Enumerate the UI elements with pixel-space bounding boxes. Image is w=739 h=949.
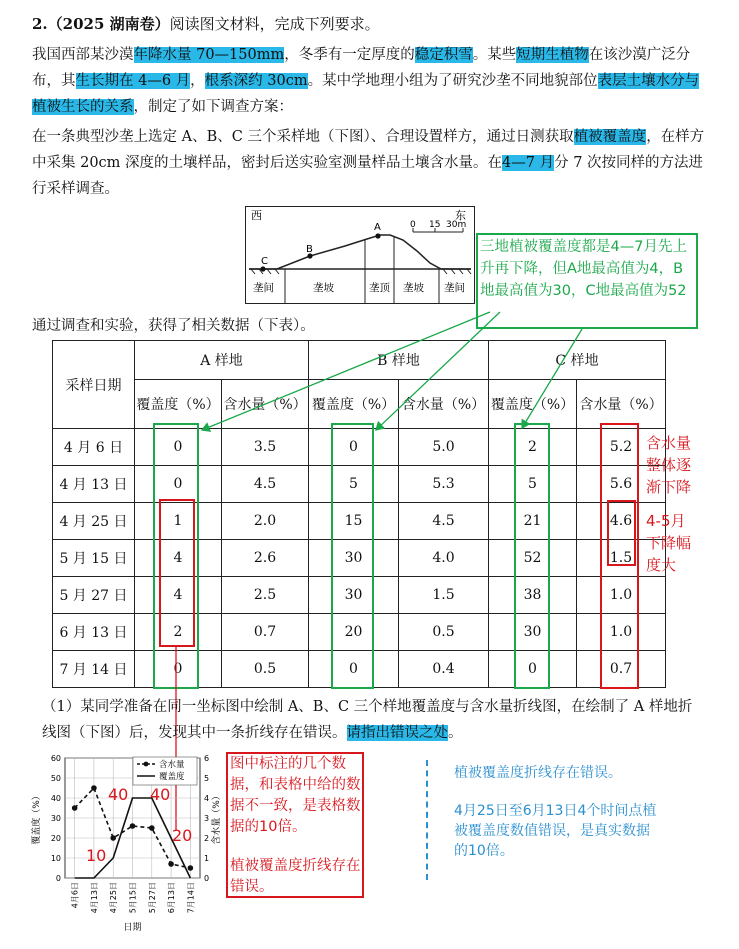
x-tick-label: 5月27日 — [147, 882, 157, 914]
red-note-water-trend: 含水量整体逐渐下降 — [646, 434, 692, 496]
material-paragraph-1: 我国西部某沙漠年降水量 70—150mm，冬季有一定厚度的稳定积雪。某些短期生植物在该沙漠广泛分布，其生长期在 4—6 月，根系深约 30cm。某中学地理小组为了研究沙垄不同地貌部位表层土壤水分与植被生长的关系，制定了如下调查方案： — [32, 47, 700, 115]
y-tick-right: 3 — [204, 814, 210, 823]
legend-label-coverage: 覆盖度 — [159, 772, 185, 782]
header-site-c: C 样地 — [489, 341, 666, 380]
y-tick-right: 6 — [204, 754, 210, 763]
table-row: 7 月 14 日 0 0.5 0 0.4 0 0.7 — [53, 651, 666, 688]
blue-answer-1: 植被覆盖度折线存在错误。 — [454, 765, 622, 781]
red-note-water-drop: 4-5月下降幅度大 — [646, 512, 692, 574]
y-axis-label-left: 覆盖度（%） — [32, 791, 42, 845]
legend-label-water: 含水量 — [159, 760, 185, 770]
y-tick-left: 40 — [50, 794, 61, 803]
highlight-root-depth: 根系深约 30cm — [204, 73, 308, 89]
table-row: 5 月 15 日 4 2.6 30 4.0 52 1.5 — [53, 540, 666, 577]
highlight-coverage: 植被覆盖度 — [573, 129, 647, 145]
y-tick-right: 0 — [204, 874, 210, 883]
red-chart-note-1: 图中标注的几个数据，和表格中给的数据不一致，是表格数据的10倍。 — [230, 756, 361, 835]
chart-legend — [133, 757, 197, 785]
x-tick-label: 6月13日 — [167, 882, 177, 914]
series-point-water — [72, 805, 78, 811]
table-row: 5 月 27 日 4 2.5 30 1.5 38 1.0 — [53, 577, 666, 614]
header-site-b: B 样地 — [309, 341, 489, 380]
subheader-a-water: 含水量（%） — [222, 380, 309, 429]
blue-dashed-line — [426, 760, 428, 880]
table-row: 4 月 6 日 0 3.5 0 5.0 2 5.2 — [53, 429, 666, 466]
point-b-label: B — [306, 244, 313, 255]
red-chart-note-2: 植被覆盖度折线存在错误。 — [230, 858, 361, 895]
y-tick-right: 4 — [204, 794, 210, 803]
arrow-to-c — [522, 329, 582, 428]
table-row: 6 月 13 日 2 0.7 20 0.5 30 1.0 — [53, 614, 666, 651]
question-instruction: 阅读图文材料，完成下列要求。 — [169, 15, 380, 33]
y-tick-right: 1 — [204, 854, 210, 863]
site-a-line-chart — [25, 748, 230, 938]
data-intro-text: 通过调查和实验，获得了相关数据（下表）。 — [32, 318, 315, 334]
y-tick-left: 30 — [50, 814, 61, 823]
highlight-plants: 短期生植物 — [516, 47, 589, 63]
series-point-water — [91, 785, 97, 791]
series-point-water — [149, 825, 155, 831]
question-number: 2. — [32, 15, 48, 33]
table-row: 4 月 25 日 1 2.0 15 4.5 21 4.6 — [53, 503, 666, 540]
x-tick-label: 7月14日 — [186, 882, 196, 914]
subheader-c-water: 含水量（%） — [577, 380, 666, 429]
y-tick-left: 60 — [50, 754, 61, 763]
highlight-point-out-error: 请指出错误之处 — [346, 725, 448, 741]
zone-label-5: 垄间 — [444, 282, 465, 294]
y-axis-label-right: 含水量（%） — [212, 791, 222, 845]
material-paragraph-2: 在一条典型沙垄上选定 A、B、C 三个采样地（下图）、合理设置样方，通过日测获取植被覆盖度，在样方中采集 20cm 深度的土壤样品，密封后送实验室测量样品土壤含水量。在4—7 月分 7 次按同样的方法进行采样调查。 — [32, 129, 705, 197]
zone-label-1: 垄间 — [253, 282, 274, 294]
subheader-c-coverage: 覆盖度（%） — [489, 380, 577, 429]
legend-marker-water — [144, 762, 149, 767]
series-point-water — [110, 835, 116, 841]
scale-tick-0: 0 — [410, 220, 416, 230]
east-label: 东 — [455, 209, 466, 222]
series-point-water — [188, 865, 194, 871]
header-site-a: A 样地 — [135, 341, 309, 380]
header-date: 采样日期 — [53, 341, 135, 429]
green-annotation-text: 三地植被覆盖度都是4—7月先上升再下降，但A地最高值为4，B地最高值为30，C地最高值为52 — [480, 239, 687, 299]
point-c-label: C — [261, 256, 268, 267]
arrow-to-a — [202, 312, 490, 430]
chart-label-40-a: 40 — [108, 785, 129, 804]
highlight-research-topic: 表层土壤水分与植被生长的关系 — [32, 73, 700, 115]
highlight-growth-period: 生长期在 4—6 月 — [75, 73, 191, 89]
chart-label-20: 20 — [172, 826, 193, 845]
highlight-snow: 稳定积雪 — [414, 47, 473, 63]
sub-question-1: （1）某同学准备在同一坐标图中绘制 A、B、C 三个样地覆盖度与含水量折线图，在绘制了 A 样地折线图（下图）后，发现其中一条折线存在错误。请指出错误之处。 — [42, 699, 693, 741]
zone-label-4: 垄坡 — [403, 282, 424, 294]
y-tick-left: 10 — [50, 854, 61, 863]
x-tick-label: 4月25日 — [109, 882, 119, 914]
y-tick-left: 50 — [50, 774, 61, 783]
y-tick-right: 2 — [204, 834, 210, 843]
highlight-months: 4—7 月 — [502, 155, 555, 171]
series-point-water — [130, 823, 136, 829]
point-a-label: A — [374, 222, 381, 233]
question-source: （2025 湖南卷） — [47, 15, 170, 33]
scale-tick-15: 15 — [429, 220, 441, 230]
subheader-b-water: 含水量（%） — [399, 380, 489, 429]
y-tick-left: 20 — [50, 834, 61, 843]
arrow-to-b — [376, 312, 500, 430]
highlight-precipitation: 年降水量 70—150mm — [133, 47, 285, 63]
table-row: 4 月 13 日 0 4.5 5 5.3 5 5.6 — [53, 466, 666, 503]
y-tick-left: 0 — [55, 874, 61, 883]
x-tick-label: 4月6日 — [70, 882, 80, 909]
blue-answer-2: 4月25日至6月13日4个时间点植被覆盖度数值错误，是真实数据的10倍。 — [454, 803, 657, 859]
west-label: 西 — [251, 209, 262, 222]
subheader-b-coverage: 覆盖度（%） — [309, 380, 399, 429]
subheader-a-coverage: 覆盖度（%） — [135, 380, 222, 429]
chart-label-10: 10 — [86, 846, 107, 865]
zone-label-2: 垄坡 — [313, 282, 334, 294]
x-tick-label: 4月13日 — [89, 882, 99, 914]
chart-label-40-b: 40 — [150, 785, 171, 804]
x-axis-label: 日期 — [123, 923, 142, 933]
series-point-water — [168, 861, 174, 867]
y-tick-right: 5 — [204, 774, 210, 783]
x-tick-label: 5月15日 — [128, 882, 138, 914]
scale-tick-30: 30m — [446, 220, 467, 230]
zone-label-3: 垄顶 — [369, 282, 390, 294]
